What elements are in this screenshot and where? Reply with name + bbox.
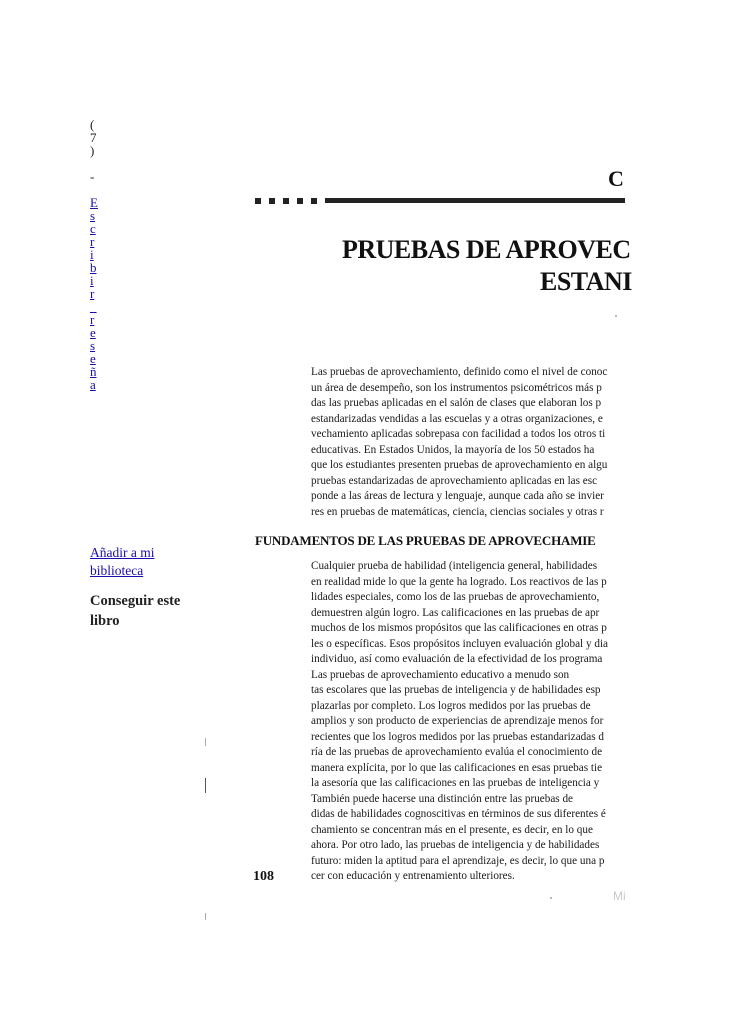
vertical-char: ( [90,117,95,132]
vertical-char[interactable]: s [90,338,96,353]
text-line: manera explícita, por lo que las calificaciones en esas pruebas tie [311,761,603,774]
chapter-rule [255,196,625,205]
vertical-char[interactable]: _ [90,299,97,314]
body-text [311,559,731,885]
vertical-char[interactable]: i [90,247,94,262]
text-line: plazarlas por completo. Los logros medidos por las pruebas de [311,699,591,712]
text-line: res en pruebas de matemáticas, ciencia, ciencias sociales y otras r [311,505,604,518]
text-line: estandarizadas vendidas a las escuelas y a otras organizaciones, e [311,412,603,425]
section-heading: FUNDAMENTOS DE LAS PRUEBAS DE APROVECHAMIE [255,533,596,548]
text-line: recientes que los logros medidos por las pruebas estandarizadas d [311,730,604,743]
text-line: individuo, así como evaluación de la efectividad de los programa [311,653,603,665]
text-line: ría de las pruebas de aprovechamiento evalúa el conocimiento de [311,746,603,758]
vertical-char[interactable]: r [90,312,95,327]
get-book-button[interactable]: Conseguir este libro [90,593,181,629]
page-number: 108 [253,869,274,884]
vertical-link-text[interactable] [90,118,104,391]
text-line: pruebas estandarizadas de aprovechamiento aplicadas en las esc [311,474,598,487]
text-line: Cualquier prueba de habilidad (inteligencia general, habilidades [311,560,598,572]
book-page [205,150,632,1030]
text-line: la asesoría que las calificaciones en las pruebas de inteligencia y [311,777,600,789]
vertical-char[interactable]: e [90,351,96,366]
text-line: educativas. En Estados Unidos, la mayoría de los 50 estados ha [311,443,595,456]
chapter-title-line-1: PRUEBAS DE APROVEC [342,235,631,264]
vertical-char[interactable]: b [90,260,97,275]
text-line: vechamiento aplicadas sobrepasa con facilidad a todos los otros ti [311,428,606,440]
text-line: lidades especiales, como los de las pruebas de aprovechamiento, [311,591,600,603]
text-line: tas escolares que las pruebas de inteligencia y de habilidades esp [311,684,601,696]
vertical-char[interactable]: r [90,286,95,301]
vertical-char[interactable]: s [90,208,96,223]
text-line: en realidad mide lo que la gente ha logrado. Los reactivos de las p [311,575,607,588]
text-line: demuestren algún logro. Las calificaciones en las pruebas de apr [311,606,600,619]
text-line: un área de desempeño, son los instrumentos psicométricos más p [311,381,602,394]
text-line: muchos de los mismos propósitos que las calificaciones en otras p [311,622,607,634]
text-line: Las pruebas de aprovechamiento educativo a menudo son [311,668,570,681]
intro-paragraph [311,365,731,520]
text-line: didas de habilidades cognoscitivas en términos de sus diferentes é [311,808,606,820]
sidebar-actions [90,544,200,631]
text-line: futuro: miden la aptitud para el aprendizaje, es decir, lo que una p [311,854,605,867]
vertical-char[interactable]: c [90,221,96,236]
vertical-char[interactable]: E [90,195,98,210]
vertical-char: - [90,169,95,184]
text-line: das las pruebas aplicadas en el salón de clases que elaboran los p [311,397,602,409]
scan-dot [615,315,617,317]
vertical-char[interactable]: r [90,234,95,249]
add-to-library-link[interactable]: Añadir a mi biblioteca [90,545,155,578]
vertical-char[interactable]: i [90,273,94,288]
text-line: ponde a las áreas de lectura y lenguaje, aunque cada año se invier [311,490,604,502]
vertical-char: 7 [90,130,97,145]
footer-watermark: Mi [613,889,626,903]
chapter-title-line-2: ESTANI [540,267,632,296]
vertical-char[interactable]: a [90,377,96,392]
text-line: cer con educación y entrenamiento ulteriores. [311,870,515,882]
text-line: amplios y son producto de experiencias de aprendizaje menos for [311,715,604,727]
vertical-char[interactable]: ñ [90,364,97,379]
text-line: Las pruebas de aprovechamiento, definido como el nivel de conoc [311,366,608,378]
text-line: les o específicas. Esos propósitos incluyen evaluación global y dia [311,637,609,650]
vertical-char[interactable]: e [90,325,96,340]
vertical-char: ) [90,143,95,158]
chapter-letter: C [608,166,624,191]
text-line: chamiento se concentran más en el presente, es decir, en lo que [311,823,593,836]
text-line: También puede hacerse una distinción entre las pruebas de [311,792,574,805]
text-line: que los estudiantes presenten pruebas de aprovechamiento en algu [311,459,608,471]
scan-dot [550,897,552,899]
text-line: ahora. Por otro lado, las pruebas de inteligencia y de habilidades [311,839,600,851]
